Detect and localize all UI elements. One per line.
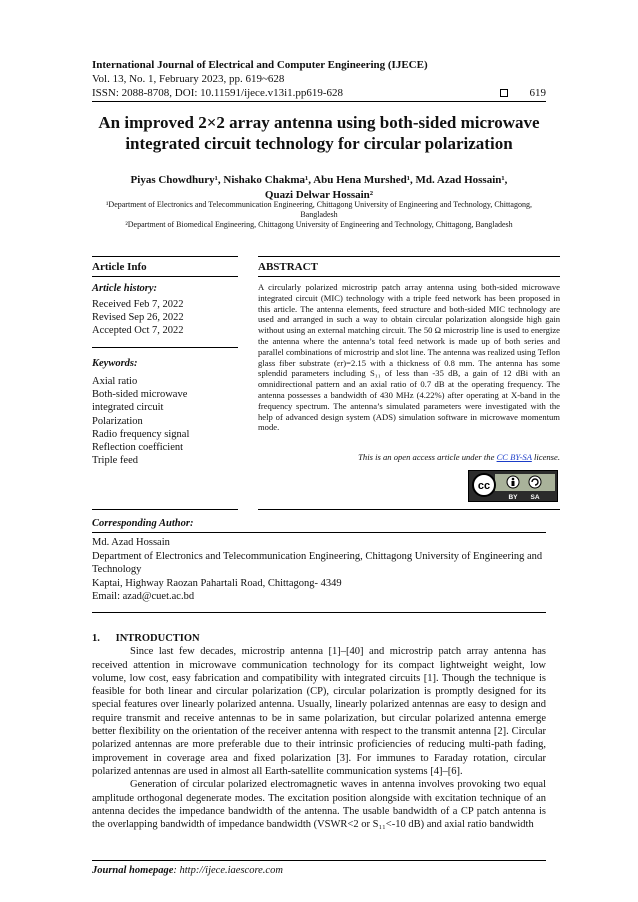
footer-rule <box>92 860 546 861</box>
journal-name: International Journal of Electrical and Computer Engineering (IJECE) <box>92 59 428 71</box>
article-info-heading: Article Info <box>92 261 147 273</box>
journal-homepage <box>92 864 283 878</box>
license-line <box>258 452 560 463</box>
keyword: Triple feed <box>92 455 138 467</box>
license-suffix: license. <box>531 452 560 462</box>
license-prefix: This is an open access article under the <box>358 452 497 462</box>
paper-title: An improved 2×2 array antenna using both-sided microwave integrated circuit technology for circular polarization <box>98 113 540 153</box>
license-link[interactable]: CC BY-SA <box>496 452 532 462</box>
keywords-list <box>92 375 189 467</box>
abstract-top-rule <box>258 256 560 257</box>
received-date: Received Feb 7, 2022 <box>92 299 184 310</box>
abstract-bottom-rule <box>258 509 560 510</box>
authors <box>80 173 558 203</box>
corresponding-bottom-rule <box>92 612 546 613</box>
corresponding-name: Md. Azad Hossain <box>92 537 170 548</box>
header-rule <box>92 101 546 102</box>
corresponding-address: Kaptai, Highway Raozan Pahartali Road, Chittagong- 4349 <box>92 577 342 589</box>
introduction-heading: 1. INTRODUCTION <box>92 633 200 644</box>
keyword: integrated circuit <box>92 402 164 414</box>
affiliation-1: ¹Department of Electronics and Telecommunication Engineering, Chittagong University of Engineering and Technology, Chittagong, Bangladesh <box>106 200 532 219</box>
cc-logo-text: cc <box>477 480 491 492</box>
article-info-under-rule <box>92 276 238 277</box>
keyword: Radio frequency signal <box>92 428 190 440</box>
volume-info: Vol. 13, No. 1, February 2023, pp. 619~628 <box>92 73 285 85</box>
issn-doi: ISSN: 2088-8708, DOI: 10.11591/ijece.v13i1.pp619-628 <box>92 87 344 99</box>
corresponding-email: Email: azad@cuet.ac.bd <box>92 591 195 603</box>
authors-line-2: Quazi Delwar Hossain² <box>264 189 374 201</box>
corresponding-department: Department of Electronics and Telecommunication Engineering, Chittagong University of Engineering and Technology <box>92 550 543 576</box>
keyword: Both-sided microwave <box>92 389 188 401</box>
revised-date: Revised Sep 26, 2022 <box>92 312 184 324</box>
journal-homepage-label: Journal homepage <box>92 865 174 876</box>
abstract-under-rule <box>258 276 560 277</box>
corresponding-rule <box>92 532 546 533</box>
page-number: 619 <box>529 87 546 99</box>
header-right <box>500 86 547 100</box>
article-history-heading: Article history: <box>92 283 158 294</box>
keyword: Polarization <box>92 415 143 427</box>
cc-by-sa-icon[interactable] <box>468 470 558 502</box>
article-info-top-rule <box>92 256 238 257</box>
keyword: Reflection coefficient <box>92 442 184 454</box>
keyword: Axial ratio <box>92 376 138 387</box>
journal-homepage-url[interactable]: : http://ijece.iaescore.com <box>173 865 283 876</box>
introduction-section <box>92 632 546 831</box>
corresponding-author-details <box>92 536 552 604</box>
abstract-heading: ABSTRACT <box>258 261 318 273</box>
article-info-bottom-rule <box>92 509 238 510</box>
introduction-paragraph-2: Generation of circular polarized electromagnetic waves in antenna involves provoking two equal amplitude orthogonal degenerate modes. The excitation position alongside with excitation technique of an antenna decides the impedance bandwidth of the antenna. The usable bandwidth of a CP patch antenna is the overlapping bandwidth of impedance bandwidth (VSWR<2 or S₁₁<-10 dB) and axial ratio bandwidth <box>92 779 546 831</box>
accepted-date: Accepted Oct 7, 2022 <box>92 325 184 337</box>
abstract-text: A circularly polarized microstrip patch array antenna using both-sided microwave integrated circuit (MIC) technology with a triple feed network has been proposed in this article. The antenna elements, feed structure and both-sided MIC technology are used and arranged in such a way to obtain circular polarization alongside high gain without using an external matching circuit. The 50 Ω microstrip line is used to energize the antenna where the antenna’s total feed network is made up of both series and parallel combinations of microstrip and slot line. The antenna was realized using Teflon glass fiber substrate (εr)=2.15 with a thickness of 0.8 mm. The antenna has some splendid parameters including S₁₁ of less than -35 dB, a gain of 12 dBi with an omnidirectional pattern and an axial ratio of 0.7 dB at the operating frequency. The antenna possesses a bandwidth of 430 MHz (4.22%) after operating at X-band in the frequency spectrum. The antenna’s simulated parameters were investigated with the help of advanced design system (ADS) simulation software in microwave momentum mode. <box>258 282 560 433</box>
keywords-rule <box>92 347 238 348</box>
introduction-paragraph-1: Since last few decades, microstrip antenna [1]–[40] and microstrip patch array antenna has received attention in microwave communication technology for its compact lightweight weight, low volume, low cost, easy fabrication and compatibility with integrated circuits [1]. Though the technique is feasible for both linear and circular polarization (CP), circular polarization is promptly designed for its special features over linearly polarized antenna. Usually, linearly polarized antennas are easy to design and require transmit and receive antennas to be in same polarization, but circular polarized antenna emerge better flexibility on the orientation of the receiver antenna with respect to the transmit antenna [2]. Circular polarized antennas are more preferable due to their intrinsic proficiencies of reducing multi-path fading, improvement in coverage area and fixed polarization [3]. For immunes to Faraday rotation, circular polarized antennas are used in almost all Earth-satellite communication systems [4]–[6]. <box>92 646 546 777</box>
cc-by-label: BY <box>508 494 518 501</box>
keywords-heading: Keywords: <box>92 358 138 369</box>
cc-sa-label: SA <box>530 494 540 501</box>
square-bullet-icon <box>500 89 508 97</box>
article-history <box>92 298 184 338</box>
authors-line-1: Piyas Chowdhury¹, Nishako Chakma¹, Abu Hena Murshed¹, Md. Azad Hossain¹, <box>130 174 508 186</box>
corresponding-author-heading: Corresponding Author: <box>92 518 194 529</box>
affiliation-2: ²Department of Biomedical Engineering, Chittagong University of Engineering and Technology, Chittagong, Bangladesh <box>125 220 513 229</box>
